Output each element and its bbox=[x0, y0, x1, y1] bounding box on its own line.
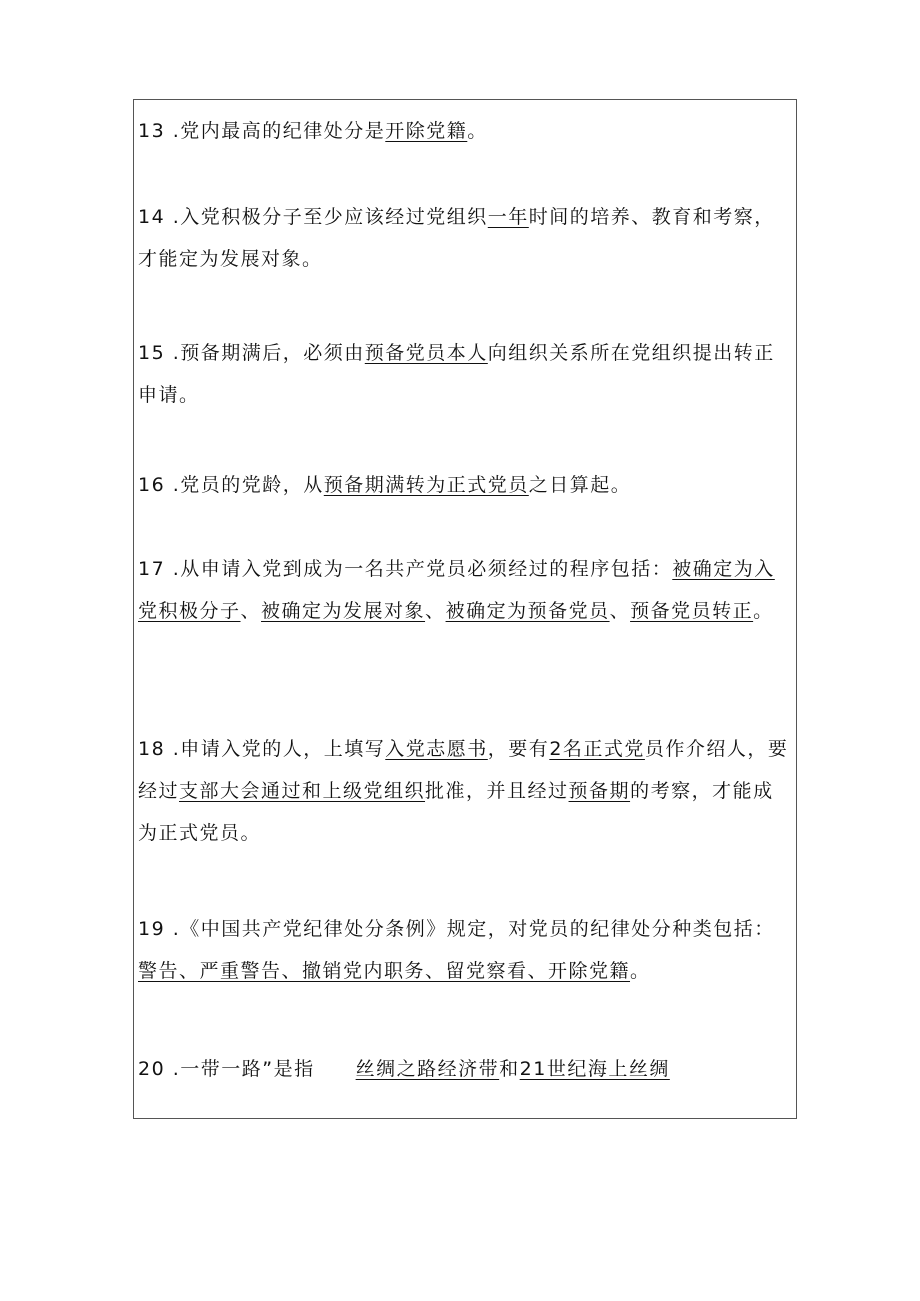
question-17: 17 .从申请入党到成为一名共产党员必须经过的程序包括：被确定为入党积极分子、被确定为发展对象、被确定为预备党员、预备党员转正。 bbox=[138, 558, 775, 622]
question-16: 16 .党员的党龄，从预备期满转为正式党员之日算起。 bbox=[138, 474, 632, 496]
question-13: 13 .党内最高的纪律处分是开除党籍。 bbox=[138, 120, 488, 142]
question-15: 15 .预备期满后，必须由预备党员本人向组织关系所在党组织提出转正申请。 bbox=[138, 342, 775, 406]
question-14: 14 .入党积极分子至少应该经过党组织一年时间的培养、教育和考察，才能定为发展对象。 bbox=[138, 206, 775, 270]
question-20: 20 .一带一路”是指 丝绸之路经济带和21世纪海上丝绸 bbox=[138, 1058, 670, 1080]
question-19: 19 .《中国共产党纪律处分条例》规定，对党员的纪律处分种类包括：警告、严重警告、撤销党内职务、留党察看、开除党籍。 bbox=[138, 918, 775, 982]
question-18: 18 .申请入党的人，上填写入党志愿书，要有2名正式党员作介绍人，要经过支部大会通过和上级党组织批准，并且经过预备期的考察，才能成为正式党员。 bbox=[138, 738, 789, 844]
